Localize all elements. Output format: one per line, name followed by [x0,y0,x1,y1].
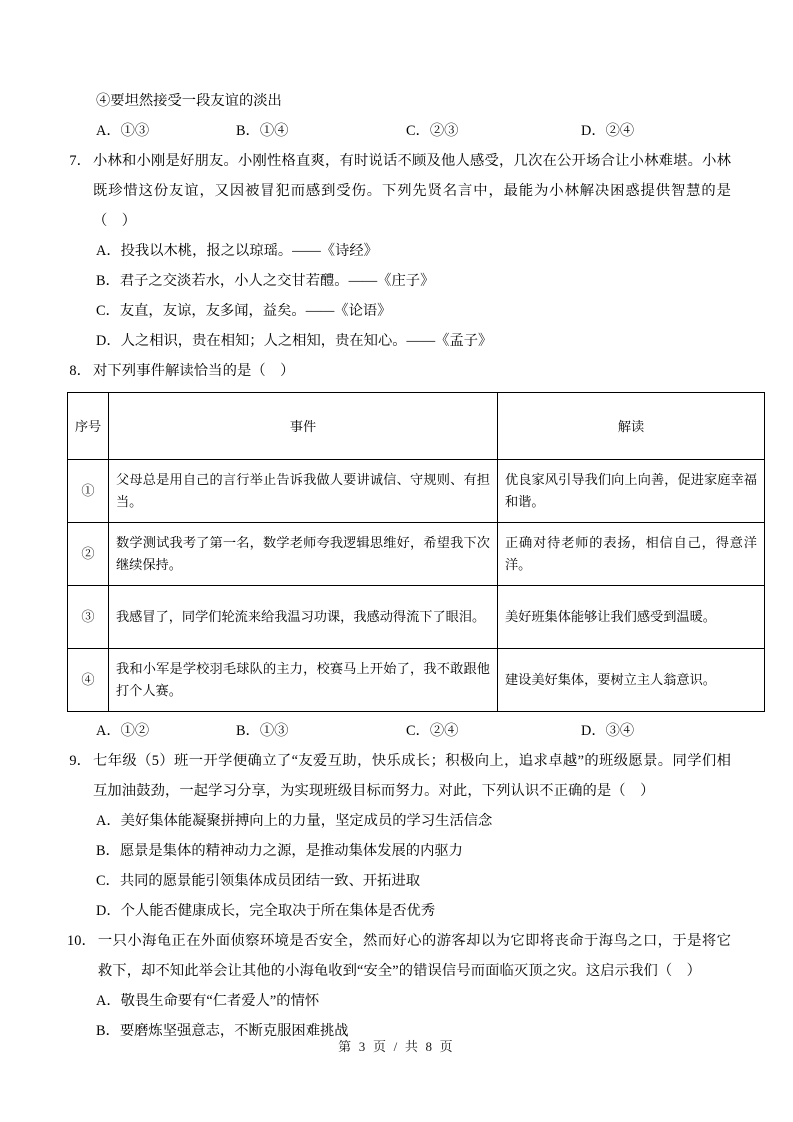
q7-option-a[interactable]: A．投我以木桃，报之以琼瑶。——《诗经》 [96,243,378,259]
row-reading [498,586,765,649]
q8-option-d[interactable]: D．③④ [581,723,635,739]
question-7-number: 7． [69,153,91,169]
question-9-text: 七年级（5）班一开学便确立了“友爱互助，快乐成长；积极向上，追求卓越”的班级愿景。同学们相互加油鼓劲，一起学习分享，为实现班级目标而努力。对此，下列认识不正确的是（ ） [93,753,731,799]
q7-option-c[interactable]: C．友直，友谅，友多闻，益矣。——《论语》 [96,303,392,319]
q7-option-b[interactable]: B．君子之交淡若水，小人之交甘若醴。——《庄子》 [96,273,435,289]
row-event-text: 数学测试我考了第一名，数学老师夸我逻辑思维好，希望我下次继续保持。 [116,535,490,572]
question-9-number: 9． [69,753,91,769]
q10-option-b[interactable]: B．要磨炼坚强意志，不断克服困难挑战 [96,1023,349,1039]
question-9-stem [67,746,731,806]
row-event [109,523,498,586]
q6-tail-item: ④要坦然接受一段友谊的淡出 [96,93,282,109]
q8-option-b[interactable]: B．①③ [236,723,289,739]
table-header-reading: 解读 [498,393,765,460]
row-event [109,586,498,649]
row-reading-text: 建设美好集体，要树立主人翁意识。 [505,672,716,687]
q8-option-c[interactable]: C．②④ [406,723,459,739]
q6-option-d[interactable]: D．②④ [581,123,635,139]
question-7-stem [67,146,731,236]
q10-option-a[interactable]: A．敬畏生命要有“仁者爱人”的情怀 [96,993,320,1009]
q6-option-b[interactable]: B．①④ [236,123,289,139]
row-reading [498,460,765,523]
question-8-text: 对下列事件解读恰当的是（ ） [93,363,295,379]
row-event [109,460,498,523]
q6-options-row [67,116,731,146]
row-reading [498,523,765,586]
row-no: ④ [68,649,109,712]
row-no: ① [68,460,109,523]
q9-option-b[interactable]: B．愿景是集体的精神动力之源，是推动集体发展的内驱力 [96,843,463,859]
q6-option-c[interactable]: C．②③ [406,123,459,139]
table-row [68,523,765,586]
table-row [68,586,765,649]
row-event [109,649,498,712]
q9-option-c[interactable]: C．共同的愿景能引领集体成员团结一致、开拓进取 [96,873,421,889]
question-10-number: 10． [67,933,96,949]
question-8-number: 8． [69,363,91,379]
q6-option-a[interactable]: A．①③ [96,123,150,139]
table-header-event: 事件 [109,393,498,460]
row-event-text: 父母总是用自己的言行举止告诉我做人要讲诚信、守规则、有担当。 [116,472,490,509]
row-no: ② [68,523,109,586]
row-reading-text: 正确对待老师的表扬，相信自己，得意洋洋。 [505,535,757,572]
row-event-text: 我和小军是学校羽毛球队的主力，校赛马上开始了，我不敢跟他打个人赛。 [116,661,490,698]
q7-option-d[interactable]: D．人之相识，贵在相知；人之相知，贵在知心。——《孟子》 [96,333,493,349]
row-event-text: 我感冒了，同学们轮流来给我温习功课，我感动得流下了眼泪。 [116,609,486,624]
table-header-row [68,393,765,460]
question-8-table [67,392,765,712]
row-reading-text: 优良家风引导我们向上向善，促进家庭幸福和谐。 [505,472,757,509]
row-reading-text: 美好班集体能够让我们感受到温暖。 [505,609,716,624]
question-10-text: 一只小海龟正在外面侦察环境是否安全，然而好心的游客却以为它即将丧命于海鸟之口，于是将它救下，却不知此举会让其他的小海龟收到“安全”的错误信号而面临灭顶之灾。这启示我们（ ） [97,933,731,979]
table-row [68,649,765,712]
question-7-text: 小林和小刚是好朋友。小刚性格直爽，有时说话不顾及他人感受，几次在公开场合让小林难堪。小林既珍惜这份友谊，又因被冒犯而感到受伤。下列先贤名言中，最能为小林解决困惑提供智慧的是（ ） [93,153,731,229]
q8-option-a[interactable]: A．①② [96,723,150,739]
table-header-no: 序号 [68,393,109,460]
row-no: ③ [68,586,109,649]
page-footer: 第 3 页 / 共 8 页 [338,1039,455,1054]
page-content [67,86,757,1046]
question-8-options-row [67,716,731,746]
q9-option-a[interactable]: A．美好集体能凝聚拼搏向上的力量，坚定成员的学习生活信念 [96,813,493,829]
question-7-options [67,236,731,356]
question-10-stem [67,926,731,986]
table-row [68,460,765,523]
question-9-options [67,806,731,926]
q9-option-d[interactable]: D．个人能否健康成长，完全取决于所在集体是否优秀 [96,903,436,919]
row-reading [498,649,765,712]
question-8-stem [67,356,731,386]
